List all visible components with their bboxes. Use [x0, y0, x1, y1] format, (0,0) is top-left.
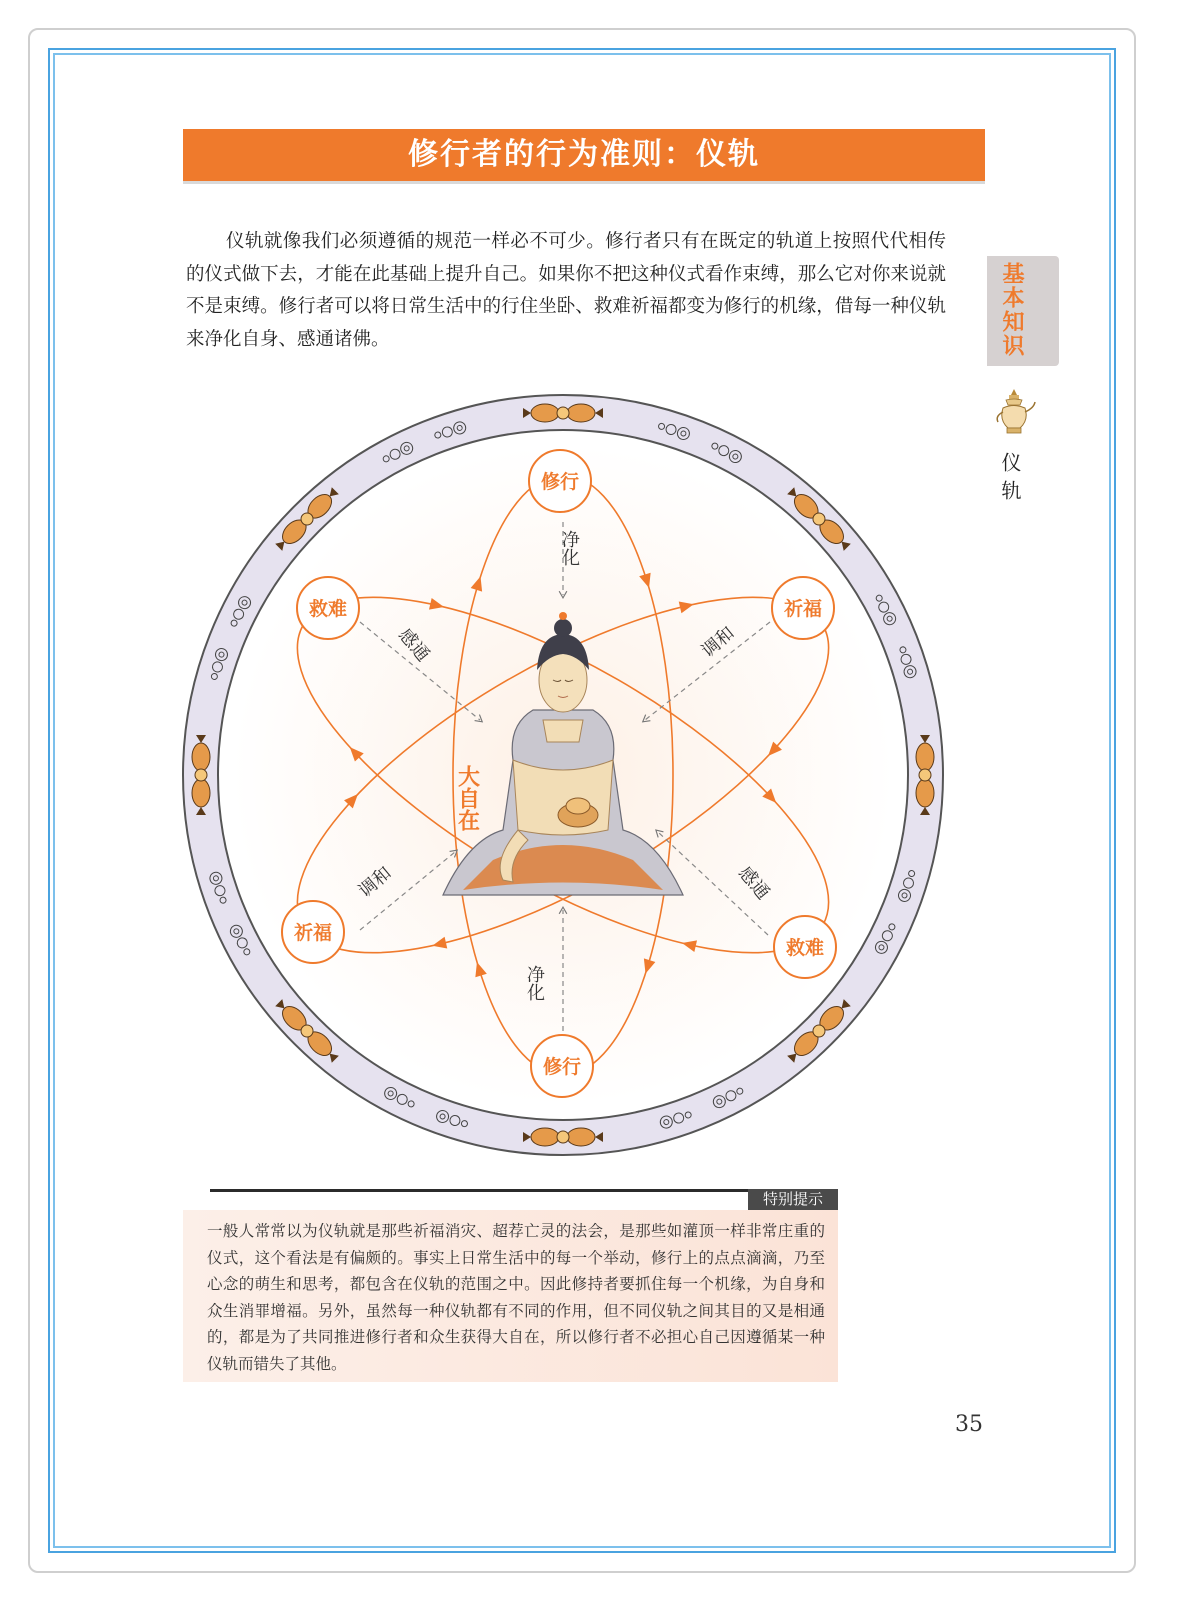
section-tab: [987, 256, 1059, 366]
tip-header: [210, 1188, 838, 1210]
node-bottom: [531, 1035, 593, 1097]
section-tab-label: 基本知识: [999, 262, 1024, 358]
node-upper-left: [297, 577, 359, 639]
node-bottom-label: 修行: [542, 1057, 582, 1078]
node-upper-right-label: 祈福: [783, 599, 823, 620]
node-lower-right: [774, 916, 836, 978]
ritual-vase-icon: [990, 386, 1038, 436]
title-banner: [183, 129, 985, 181]
node-top-label: 修行: [540, 472, 580, 493]
ritual-diagram: [170, 390, 960, 1180]
node-lower-left-label: 祈福: [293, 923, 333, 944]
link-label-lower-left: 调和: [354, 862, 396, 902]
vajra-icon: [523, 1128, 603, 1146]
node-lower-left: [282, 901, 344, 963]
tip-header-rule: [210, 1189, 838, 1192]
chapter-label: 仪轨: [998, 452, 1022, 508]
vajra-icon: [916, 735, 934, 815]
node-upper-right: [772, 577, 834, 639]
center-label: 大自在: [455, 765, 481, 831]
vajra-icon: [192, 735, 210, 815]
tip-text: 一般人常常以为仪轨就是那些祈福消灾、超荐亡灵的法会，是那些如灌顶一样非常庄重的仪式，这个看法是有偏颇的。事实上日常生活中的每一个举动，修行上的点点滴滴，乃至心念的萌生和思考，都包含在仪轨的范围之中。因此修持者要抓住每一个机缘，为自身和众生消罪增福。另外，虽然每一种仪轨都有不同的作用，但不同仪轨之间其目的又是相通的，都是为了共同推进修行者和众生获得大自在，所以修行者不必担心自己因遵循某一种仪轨而错失了其他。: [207, 1222, 825, 1373]
vajra-icon: [523, 404, 603, 422]
node-lower-right-label: 救难: [785, 938, 825, 959]
link-label-lower-right: 感通: [734, 862, 774, 904]
page-title: 修行者的行为准则：仪轨: [408, 137, 760, 172]
link-label-upper-left: 感通: [394, 624, 434, 666]
intro-paragraph: 仪轨就像我们必须遵循的规范一样必不可少。修行者只有在既定的轨道上按照代代相传的仪式做下去，才能在此基础上提升自己。如果你不把这种仪式看作束缚，那么它对你来说就不是束缚。修行者可以将日常生活中的行住坐卧、救难祈福都变为修行的机缘，借每一种仪轨来净化自身、感通诸佛。: [186, 231, 946, 350]
link-label-top: 净化: [560, 530, 580, 566]
tip-label: 特别提示: [748, 1189, 838, 1210]
link-label-bottom: 净化: [525, 965, 545, 1001]
page-number: 35: [955, 1412, 983, 1437]
node-upper-left-label: 救难: [308, 599, 348, 620]
node-top: [529, 450, 591, 512]
link-label-upper-right: 调和: [697, 622, 739, 662]
